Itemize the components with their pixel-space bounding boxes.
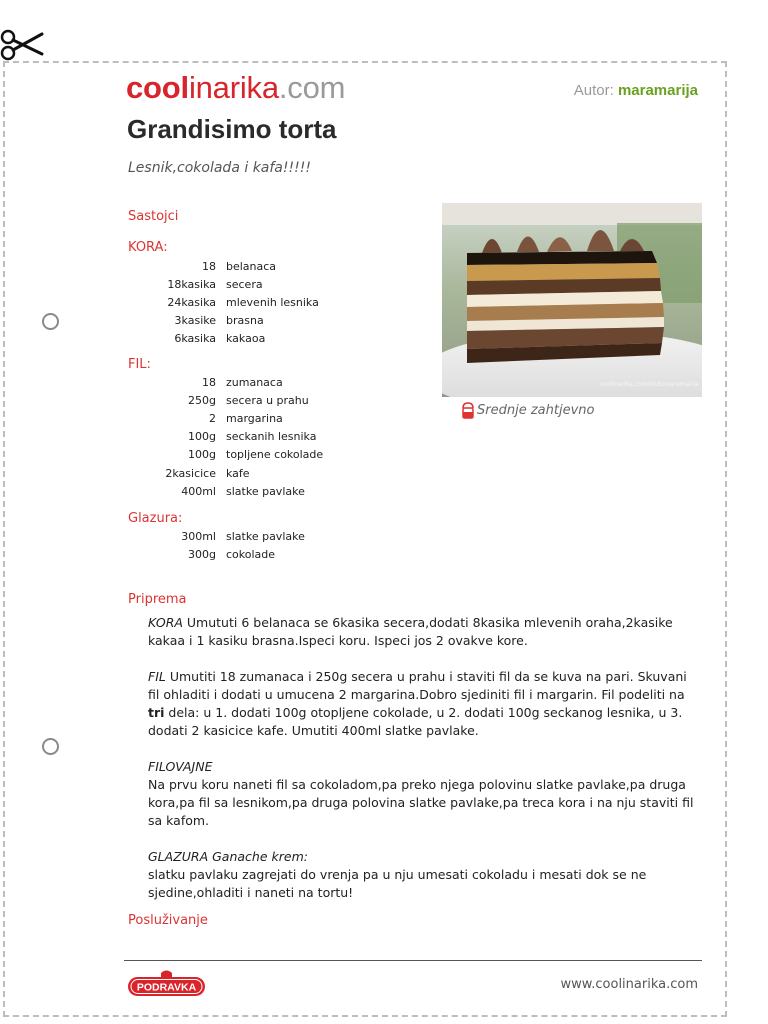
author-name-link[interactable]: maramarija xyxy=(617,82,698,99)
difficulty-indicator xyxy=(462,402,594,419)
ingredient-row xyxy=(128,293,319,311)
ingredient-row xyxy=(128,527,305,545)
ingredient-qty: 100g xyxy=(188,430,216,444)
ingredient-row xyxy=(128,391,323,409)
ingredient-qty: 300g xyxy=(188,547,216,561)
ingredient-qty: 24kasika xyxy=(167,295,216,309)
recipe-subtitle: Lesnik,cokolada i kafa!!!!! xyxy=(128,160,311,176)
ingredient-qty: 2 xyxy=(209,411,216,425)
ingredient-qty: 6kasika xyxy=(174,332,216,346)
ingredient-row xyxy=(128,373,323,391)
ingredient-row xyxy=(128,428,323,446)
ingredient-row xyxy=(128,545,305,563)
ingredient-name: cokolade xyxy=(226,547,276,561)
ingredient-name: kakaoa xyxy=(226,332,266,346)
ingredient-row xyxy=(128,257,319,275)
ingredient-group-label: Glazura: xyxy=(128,511,183,526)
ingredient-row xyxy=(128,312,319,330)
ingredient-group-label: KORA: xyxy=(128,240,168,255)
prep-step-kora: KORA Umututi 6 belanaca se 6kasika secera,dodati 8kasika mlevenih oraha,2kasike kakaa i 1 kasiku brasna.Ispeci koru. Ispeci jos 2 ovakve kore. xyxy=(148,615,673,648)
section-heading-ingredients: Sastojci xyxy=(128,209,179,224)
ingredient-row xyxy=(128,330,319,348)
ingredient-name: margarina xyxy=(226,411,283,425)
ingredient-row xyxy=(128,275,319,293)
website-link[interactable]: www.coolinarika.com xyxy=(560,977,698,992)
ingredient-qty: 100g xyxy=(188,448,216,462)
ingredient-list xyxy=(128,257,319,348)
ingredient-name: zumanaca xyxy=(226,375,283,389)
ingredient-list xyxy=(128,373,323,500)
ingredient-qty: 250g xyxy=(188,393,216,407)
ingredient-qty: 18 xyxy=(202,375,216,389)
ingredient-name: mlevenih lesnika xyxy=(226,295,319,309)
ingredient-qty: 18 xyxy=(202,259,216,273)
ingredient-name: secera xyxy=(226,277,263,291)
ingredient-qty: 300ml xyxy=(181,529,216,543)
punch-hole-icon xyxy=(42,313,59,330)
coolinarika-logo[interactable]: coolinarika.com xyxy=(126,70,346,105)
ingredient-row xyxy=(128,409,323,427)
scissors-icon xyxy=(0,28,44,62)
punch-hole-icon xyxy=(42,738,59,755)
ingredient-name: slatke pavlake xyxy=(226,529,305,543)
section-heading-serving: Posluživanje xyxy=(128,913,208,928)
chef-hat-icon xyxy=(462,402,474,419)
ingredient-name: slatke pavlake xyxy=(226,484,305,498)
ingredient-qty: 18kasika xyxy=(167,277,216,291)
ingredient-name: kafe xyxy=(226,466,250,480)
prep-step-fil: FIL Umutiti 18 zumanaca i 250g secera u prahu i staviti fil da se kuva na pari. Skuvani fil ohladiti i dodati u umucena 2 margarina.Dobro sjediniti fil i margarin. Fil podeliti na tri dela: u 1. dodati 100g otopljene cokolade, u 2. dodati 100g seckanog lesnika, u 3. dodati 2 kasicice kafe. Umutiti 400ml slatke pavlake. xyxy=(148,669,687,738)
recipe-photo[interactable] xyxy=(442,203,702,397)
podravka-logo[interactable] xyxy=(127,969,206,1001)
prep-step-filovanje: FILOVAJNE Na prvu koru naneti fil sa cokoladom,pa preko njega polovinu slatke pavlake,pa druga kora,pa fil sa lesnikom,pa druga polovina slatke pavlake,pa treca kora i na nju staviti fil sa kafom. xyxy=(148,759,694,828)
ingredient-qty: 400ml xyxy=(181,484,216,498)
ingredient-qty: 2kasicice xyxy=(165,466,216,480)
author-label: Autor: xyxy=(573,82,614,99)
recipe-title: Grandisimo torta xyxy=(127,114,337,144)
difficulty-label: Srednje zahtjevno xyxy=(477,403,595,418)
ingredient-row xyxy=(128,482,323,500)
ingredient-name: seckanih lesnika xyxy=(226,430,317,444)
footer-divider xyxy=(124,960,702,961)
ingredient-list xyxy=(128,527,305,563)
section-heading-preparation: Priprema xyxy=(128,592,187,607)
preparation-text xyxy=(148,614,698,920)
ingredient-group-label: FIL: xyxy=(128,357,151,372)
ingredient-name: secera u prahu xyxy=(226,393,309,407)
ingredient-name: topljene cokolade xyxy=(226,448,324,462)
ingredient-name: belanaca xyxy=(226,259,277,273)
ingredient-row xyxy=(128,446,323,464)
prep-step-glazura: GLAZURA Ganache krem: slatku pavlaku zagrejati do vrenja pa u nju umesati cokoladu i mesati dok se ne sjedine,ohladiti i naneti na tortu! xyxy=(148,849,647,900)
ingredient-row xyxy=(128,464,323,482)
ingredient-qty: 3kasike xyxy=(174,314,216,328)
ingredient-name: brasna xyxy=(226,314,264,328)
photo-watermark: coolinarika.com/klub/maramarija xyxy=(600,381,699,388)
svg-text:PODRAVKA: PODRAVKA xyxy=(136,981,197,994)
author-info xyxy=(574,82,698,99)
